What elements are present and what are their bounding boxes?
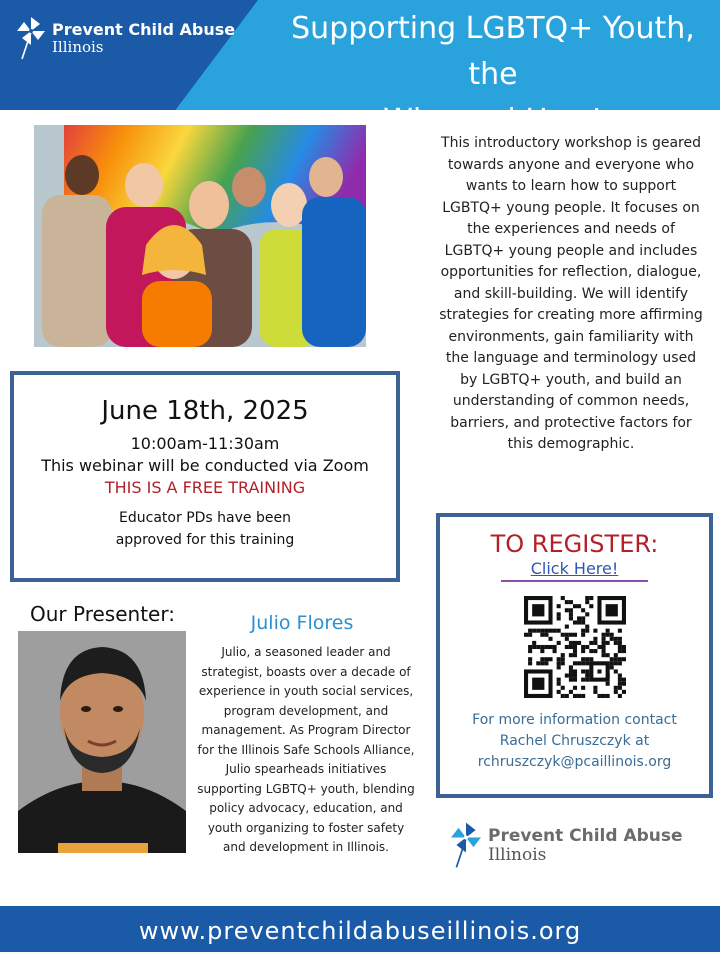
title-line-2: Why and How! (383, 103, 603, 138)
footer-website[interactable]: www.preventchildabuseillinois.org (0, 906, 720, 952)
pinwheel-icon (450, 820, 482, 870)
presenter-portrait (18, 631, 186, 853)
event-details-box (10, 371, 400, 582)
pd-line-1: Educator PDs have been (119, 510, 291, 526)
educator-pd-note (14, 507, 396, 551)
workshop-description: This introductory workshop is geared towards anyone and everyone who wants to learn how to support LGBTQ+ young people. It focuses on the experiences and needs of LGBTQ+ young people and includes opportunities for reflection, dialogue, and skill-building. We will identify strategies for creating more affirming environments, gain familiarity with the language and terminology used by LGBTQ+ youth, and build an understanding of common needs, barriers, and protective factors for this demographic. (439, 135, 703, 452)
bottom-logo (450, 820, 683, 870)
presenter-photo (18, 631, 186, 853)
contact-info (440, 710, 709, 773)
free-training-notice: THIS IS A FREE TRAINING (104, 478, 306, 497)
register-title: TO REGISTER: (490, 530, 659, 558)
contact-line-2: Rachel Chruszczyk at (499, 733, 650, 749)
hero-photo (34, 125, 366, 347)
title-line-1: Supporting LGBTQ+ Youth, the (291, 11, 695, 92)
presenter-heading: Our Presenter: (30, 602, 175, 626)
hero-illustration (34, 125, 366, 347)
logo-state: Illinois (52, 38, 104, 56)
contact-line-1: For more information contact (472, 712, 677, 728)
bottom-logo-state: Illinois (488, 844, 547, 865)
presenter-name: Julio Flores (250, 612, 354, 634)
page-title (270, 6, 716, 144)
pd-line-2: approved for this training (115, 532, 295, 548)
event-platform: This webinar will be conducted via Zoom (41, 456, 369, 475)
bottom-logo-brand: Prevent Child Abuse (488, 825, 683, 846)
logo-brand: Prevent Child Abuse (52, 20, 236, 39)
contact-email[interactable]: rchruszczyk@pcaillinois.org (477, 754, 672, 770)
header-logo (16, 16, 235, 60)
event-time: 10:00am-11:30am (130, 434, 280, 453)
register-link[interactable]: Click Here! (501, 559, 649, 582)
pinwheel-icon (16, 16, 46, 60)
presenter-bio: Julio, a seasoned leader and strategist, boasts over a decade of experience in youth social services, program development, and management. As Program Director for the Illinois Safe Schools Alliance, Julio spearheads initiatives supporting LGBTQ+ youth, blending policy advocacy, education, and youth organizing to foster safety and development in Illinois. (197, 645, 415, 854)
register-box (436, 513, 713, 798)
event-date: June 18th, 2025 (101, 396, 309, 426)
qr-code-icon[interactable] (524, 596, 626, 698)
